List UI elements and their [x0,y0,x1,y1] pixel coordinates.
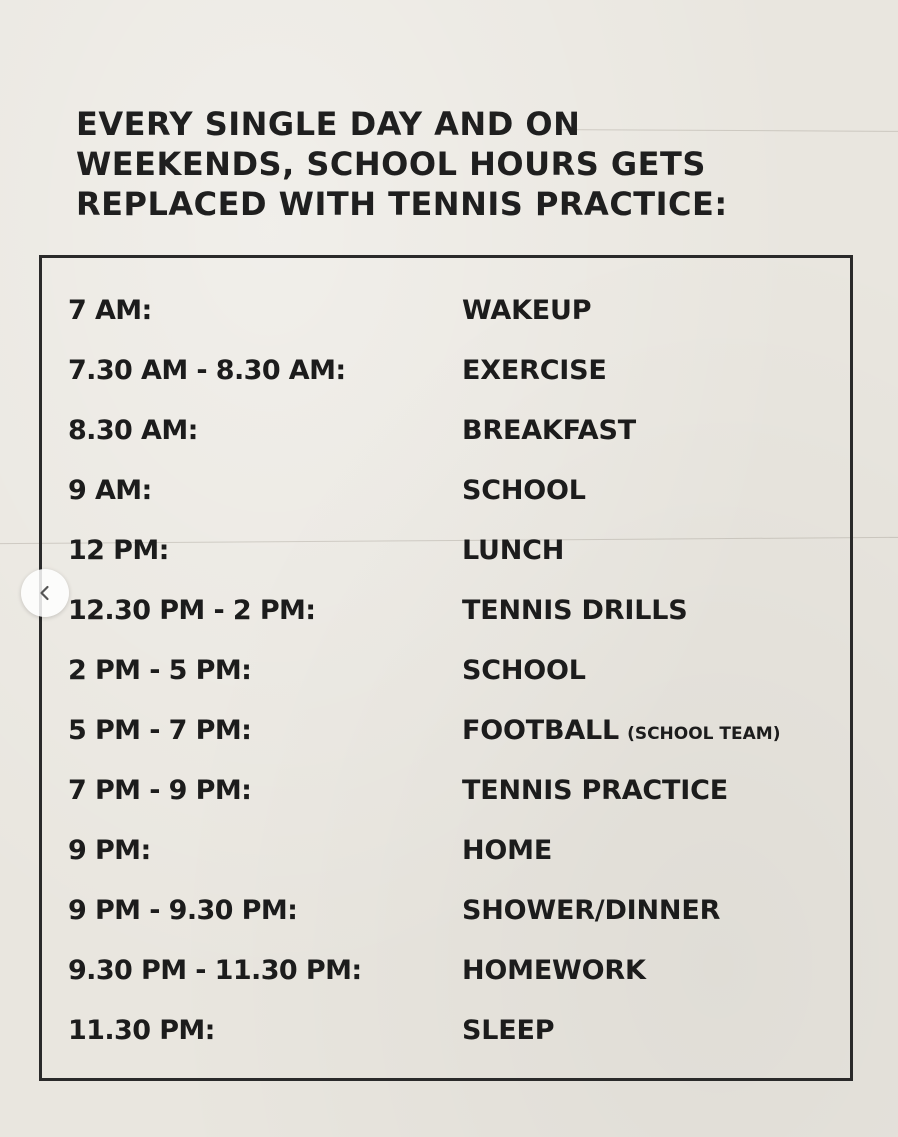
schedule-activity [462,771,728,811]
schedule-time: 9 PM: [68,835,151,866]
schedule-row [42,711,850,751]
schedule-activity-label: LUNCH [462,535,565,566]
schedule-activity-label: FOOTBALL [462,715,620,746]
page-title: EVERY SINGLE DAY AND ON WEEKENDS, SCHOOL HOURS GETS REPLACED WITH TENNIS PRACTICE: [76,105,728,223]
schedule-activity [462,591,687,631]
schedule-activity-label: SCHOOL [462,475,586,506]
schedule-time: 7 PM - 9 PM: [68,775,252,806]
schedule-activity [462,531,564,571]
schedule-time: 12.30 PM - 2 PM: [68,595,316,626]
schedule-time: 11.30 PM: [68,1015,215,1046]
schedule-row [42,891,850,931]
schedule-row [42,651,850,691]
schedule-row [42,351,850,391]
schedule-activity-note: (SCHOOL TEAM) [627,724,781,744]
schedule-activity [462,711,781,754]
schedule-row [42,951,850,991]
schedule-activity-label: SCHOOL [462,655,586,686]
schedule-time: 2 PM - 5 PM: [68,655,252,686]
schedule-row [42,471,850,511]
schedule-activity [462,951,646,991]
chevron-left-icon [36,584,54,602]
schedule-activity-label: EXERCISE [462,355,607,386]
schedule-time: 8.30 AM: [68,415,198,446]
carousel-prev-button[interactable] [21,569,69,617]
schedule-time: 7.30 AM - 8.30 AM: [68,355,346,386]
schedule-row [42,771,850,811]
schedule-row [42,291,850,331]
schedule-activity-label: HOME [462,835,553,866]
schedule-activity-label: WAKEUP [462,295,592,326]
schedule-time: 9 PM - 9.30 PM: [68,895,298,926]
schedule-activity [462,651,586,691]
schedule-activity [462,291,591,331]
schedule-activity [462,471,586,511]
schedule-activity-label: TENNIS DRILLS [462,595,688,626]
schedule-activity-label: TENNIS PRACTICE [462,775,728,806]
schedule-time: 7 AM: [68,295,152,326]
schedule-table [39,255,853,1081]
schedule-row [42,1011,850,1051]
schedule-activity-label: BREAKFAST [462,415,636,446]
schedule-activity-label: SHOWER/DINNER [462,895,721,926]
schedule-activity [462,891,720,931]
schedule-activity [462,411,636,451]
schedule-time: 5 PM - 7 PM: [68,715,252,746]
schedule-activity-label: HOMEWORK [462,955,646,986]
schedule-activity [462,351,607,391]
schedule-activity [462,1011,554,1051]
schedule-activity [462,831,552,871]
schedule-time: 12 PM: [68,535,169,566]
schedule-time: 9 AM: [68,475,152,506]
schedule-row [42,831,850,871]
schedule-time: 9.30 PM - 11.30 PM: [68,955,362,986]
schedule-row [42,411,850,451]
schedule-row [42,531,850,571]
schedule-row [42,591,850,631]
schedule-activity-label: SLEEP [462,1015,555,1046]
